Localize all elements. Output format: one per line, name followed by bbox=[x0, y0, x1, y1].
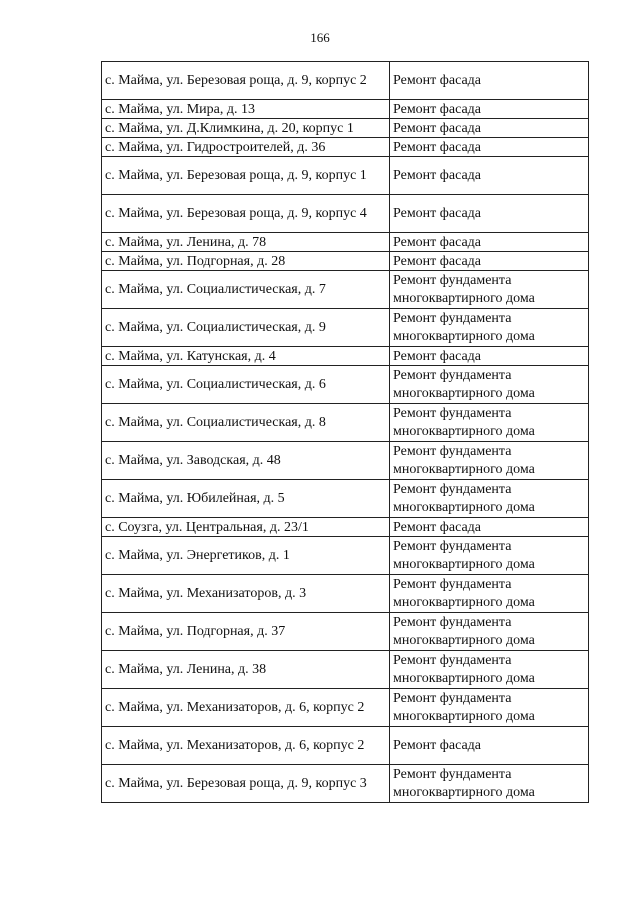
address-cell: с. Майма, ул. Социалистическая, д. 6 bbox=[102, 366, 390, 404]
address-cell: с. Майма, ул. Социалистическая, д. 8 bbox=[102, 404, 390, 442]
address-cell: с. Соузга, ул. Центральная, д. 23/1 bbox=[102, 518, 390, 537]
work-type-cell: Ремонт фундамента многоквартирного дома bbox=[390, 689, 589, 727]
table-row bbox=[102, 404, 589, 442]
table-row bbox=[102, 62, 589, 100]
address-cell: с. Майма, ул. Механизаторов, д. 3 bbox=[102, 575, 390, 613]
work-type-cell: Ремонт фасада bbox=[390, 252, 589, 271]
work-type-cell: Ремонт фасада bbox=[390, 195, 589, 233]
work-type-cell: Ремонт фасада bbox=[390, 518, 589, 537]
table-row bbox=[102, 252, 589, 271]
table-row bbox=[102, 309, 589, 347]
table-row bbox=[102, 233, 589, 252]
address-cell: с. Майма, ул. Березовая роща, д. 9, корпус 2 bbox=[102, 62, 390, 100]
address-cell: с. Майма, ул. Катунская, д. 4 bbox=[102, 347, 390, 366]
work-type-cell: Ремонт фасада bbox=[390, 138, 589, 157]
work-type-cell: Ремонт фасада bbox=[390, 62, 589, 100]
work-type-cell: Ремонт фасада bbox=[390, 727, 589, 765]
table-row bbox=[102, 575, 589, 613]
table-row bbox=[102, 271, 589, 309]
table-row bbox=[102, 651, 589, 689]
table-row bbox=[102, 157, 589, 195]
page-number: 166 bbox=[310, 30, 330, 45]
table-row bbox=[102, 518, 589, 537]
address-cell: с. Майма, ул. Заводская, д. 48 bbox=[102, 442, 390, 480]
table-row bbox=[102, 689, 589, 727]
address-cell: с. Майма, ул. Социалистическая, д. 7 bbox=[102, 271, 390, 309]
table-row bbox=[102, 366, 589, 404]
work-type-cell: Ремонт фундамента многоквартирного дома bbox=[390, 404, 589, 442]
address-cell: с. Майма, ул. Березовая роща, д. 9, корпус 4 bbox=[102, 195, 390, 233]
work-type-cell: Ремонт фундамента многоквартирного дома bbox=[390, 271, 589, 309]
address-cell: с. Майма, ул. Мира, д. 13 bbox=[102, 100, 390, 119]
work-type-cell: Ремонт фундамента многоквартирного дома bbox=[390, 613, 589, 651]
table-row bbox=[102, 119, 589, 138]
work-type-cell: Ремонт фасада bbox=[390, 119, 589, 138]
address-cell: с. Майма, ул. Подгорная, д. 28 bbox=[102, 252, 390, 271]
work-type-cell: Ремонт фундамента многоквартирного дома bbox=[390, 651, 589, 689]
work-type-cell: Ремонт фасада bbox=[390, 347, 589, 366]
work-type-cell: Ремонт фундамента многоквартирного дома bbox=[390, 480, 589, 518]
work-type-cell: Ремонт фасада bbox=[390, 100, 589, 119]
table-row bbox=[102, 347, 589, 366]
table-row bbox=[102, 537, 589, 575]
work-type-cell: Ремонт фундамента многоквартирного дома bbox=[390, 309, 589, 347]
address-cell: с. Майма, ул. Березовая роща, д. 9, корпус 3 bbox=[102, 765, 390, 803]
address-cell: с. Майма, ул. Энергетиков, д. 1 bbox=[102, 537, 390, 575]
work-type-cell: Ремонт фасада bbox=[390, 157, 589, 195]
table-row bbox=[102, 138, 589, 157]
work-type-cell: Ремонт фундамента многоквартирного дома bbox=[390, 765, 589, 803]
address-cell: с. Майма, ул. Ленина, д. 78 bbox=[102, 233, 390, 252]
work-type-cell: Ремонт фундамента многоквартирного дома bbox=[390, 575, 589, 613]
table-row bbox=[102, 442, 589, 480]
address-cell: с. Майма, ул. Юбилейная, д. 5 bbox=[102, 480, 390, 518]
address-cell: с. Майма, ул. Березовая роща, д. 9, корпус 1 bbox=[102, 157, 390, 195]
address-cell: с. Майма, ул. Подгорная, д. 37 bbox=[102, 613, 390, 651]
work-type-cell: Ремонт фундамента многоквартирного дома bbox=[390, 366, 589, 404]
table-row bbox=[102, 480, 589, 518]
address-cell: с. Майма, ул. Социалистическая, д. 9 bbox=[102, 309, 390, 347]
table-row bbox=[102, 727, 589, 765]
work-type-cell: Ремонт фундамента многоквартирного дома bbox=[390, 442, 589, 480]
table-row bbox=[102, 613, 589, 651]
address-cell: с. Майма, ул. Механизаторов, д. 6, корпус 2 bbox=[102, 727, 390, 765]
work-type-cell: Ремонт фасада bbox=[390, 233, 589, 252]
address-cell: с. Майма, ул. Гидростроителей, д. 36 bbox=[102, 138, 390, 157]
table-row bbox=[102, 765, 589, 803]
table-row bbox=[102, 100, 589, 119]
work-type-cell: Ремонт фундамента многоквартирного дома bbox=[390, 537, 589, 575]
table-row bbox=[102, 195, 589, 233]
address-cell: с. Майма, ул. Ленина, д. 38 bbox=[102, 651, 390, 689]
address-cell: с. Майма, ул. Механизаторов, д. 6, корпус 2 bbox=[102, 689, 390, 727]
repair-table bbox=[101, 61, 589, 803]
address-cell: с. Майма, ул. Д.Климкина, д. 20, корпус 1 bbox=[102, 119, 390, 138]
